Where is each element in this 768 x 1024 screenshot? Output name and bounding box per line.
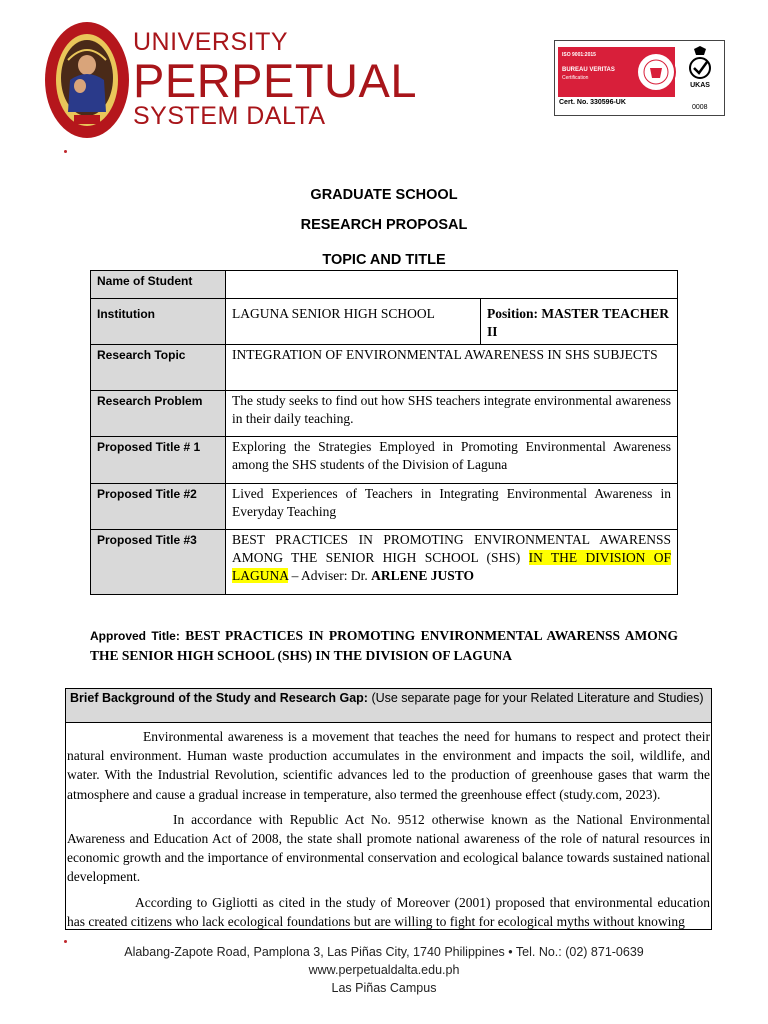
heading-research-proposal: RESEARCH PROPOSAL (300, 217, 468, 233)
approved-title-label: Approved Title: (90, 629, 180, 643)
table-row-problem (91, 391, 678, 437)
adviser-prefix: – Adviser: Dr. (288, 568, 372, 583)
title3-label: Proposed Title #3 (91, 530, 226, 595)
university-name-line3: SYSTEM DALTA (133, 102, 326, 130)
heading-graduate-school: GRADUATE SCHOOL (310, 187, 458, 203)
title3-highlight: IN THE DIVISION OF LAGUNA (232, 550, 671, 583)
certification-badge (554, 40, 725, 116)
problem-value: The study seeks to find out how SHS teachers integrate environmental awareness in their daily teaching. (226, 391, 678, 437)
background-section (65, 688, 712, 930)
ukas-label: UKAS (690, 82, 710, 89)
heading-topic-and-title: TOPIC AND TITLE (322, 252, 446, 268)
topic-value: INTEGRATION OF ENVIRONMENTAL AWARENESS IN SHS SUBJECTS (226, 345, 678, 391)
background-body (66, 723, 711, 930)
ukas-number: 0008 (692, 104, 708, 111)
bullet-dot-top (64, 150, 67, 153)
background-header-note: (Use separate page for your Related Literature and Studies) (367, 691, 704, 705)
table-row-topic (91, 345, 678, 391)
name-value (226, 271, 678, 299)
background-paragraph-3: According to Gigliotti as cited in the study of Moreover (2001) proposed that environmental education has created citizens who lack ecological foundations but are willing to fight for ecological myths without knowing (67, 894, 710, 929)
adviser-name: ARLENE JUSTO (371, 568, 475, 583)
title3-text: BEST PRACTICES IN PROMOTING ENVIRONMENTAL AWARENSS AMONG THE SENIOR HIGH SCHOOL (SHS) (232, 532, 671, 565)
position-value: Position: MASTER TEACHER II (481, 299, 678, 345)
institution-value: LAGUNA SENIOR HIGH SCHOOL (226, 299, 481, 345)
bullet-dot-bottom (64, 940, 67, 943)
title1-label: Proposed Title # 1 (91, 437, 226, 484)
approved-title-value: BEST PRACTICES IN PROMOTING ENVIRONMENTAL AWARENSS AMONG THE SENIOR HIGH SCHOOL (SHS) IN THE DIVISION OF LAGUNA (90, 628, 678, 663)
table-row-institution (91, 299, 678, 345)
footer-campus: Las Piñas Campus (331, 981, 437, 995)
bureau-veritas-seal-icon (634, 50, 678, 94)
bureau-veritas-logo (558, 47, 675, 97)
title2-value: Lived Experiences of Teachers in Integrating Environmental Awareness in Everyday Teaching (226, 484, 678, 530)
ukas-icon (680, 46, 720, 94)
approved-title (90, 626, 678, 665)
background-paragraph-2: In accordance with Republic Act No. 9512 otherwise known as the National Environmental Awareness and Education Act of 2008, the state shall promote national awareness of the role of natural resources in economic growth and the importance of environmental conservation and ecological balance towards sustained national development. (67, 811, 710, 885)
problem-label: Research Problem (91, 391, 226, 437)
table-row-title2 (91, 484, 678, 530)
table-row-title3 (91, 530, 678, 595)
proposal-info-table (90, 270, 678, 595)
background-header (66, 689, 711, 723)
cert-number: Cert. No. 330596-UK (559, 99, 626, 106)
background-paragraph-1: Environmental awareness is a movement that teaches the need for humans to respect and protect their natural environment. Human waste production accumulates in the environment and impacts the soil, wildlife, and water. With the Industrial Revolution, scientific advances led to the production of greenhouse gases that warm the atmosphere and cause a gradual increase in temperature, also termed the greenhouse effect (study.com, 2023). (67, 729, 710, 802)
table-row-name (91, 271, 678, 299)
iso-label: ISO 9001:2015 (562, 52, 596, 58)
university-seal-icon (44, 20, 130, 140)
institution-label: Institution (91, 299, 226, 345)
university-name-line2: PERPETUAL (133, 54, 417, 107)
background-header-title: Brief Background of the Study and Research Gap: (70, 691, 368, 705)
footer-address: Alabang-Zapote Road, Pamplona 3, Las Piñas City, 1740 Philippines • Tel. No.: (02) 871-0639 (124, 945, 644, 959)
topic-label: Research Topic (91, 345, 226, 391)
university-name (133, 30, 417, 129)
certification-label: Certification (562, 75, 589, 81)
university-name-line1: UNIVERSITY (133, 28, 289, 56)
title2-label: Proposed Title #2 (91, 484, 226, 530)
bureau-veritas-label: BUREAU VERITAS (562, 67, 615, 73)
name-label: Name of Student (91, 271, 226, 299)
title3-value (226, 530, 678, 595)
table-row-title1 (91, 437, 678, 484)
title1-value: Exploring the Strategies Employed in Promoting Environmental Awareness among the SHS students of the Division of Laguna (226, 437, 678, 484)
footer-website[interactable]: www.perpetualdalta.edu.ph (308, 963, 460, 977)
